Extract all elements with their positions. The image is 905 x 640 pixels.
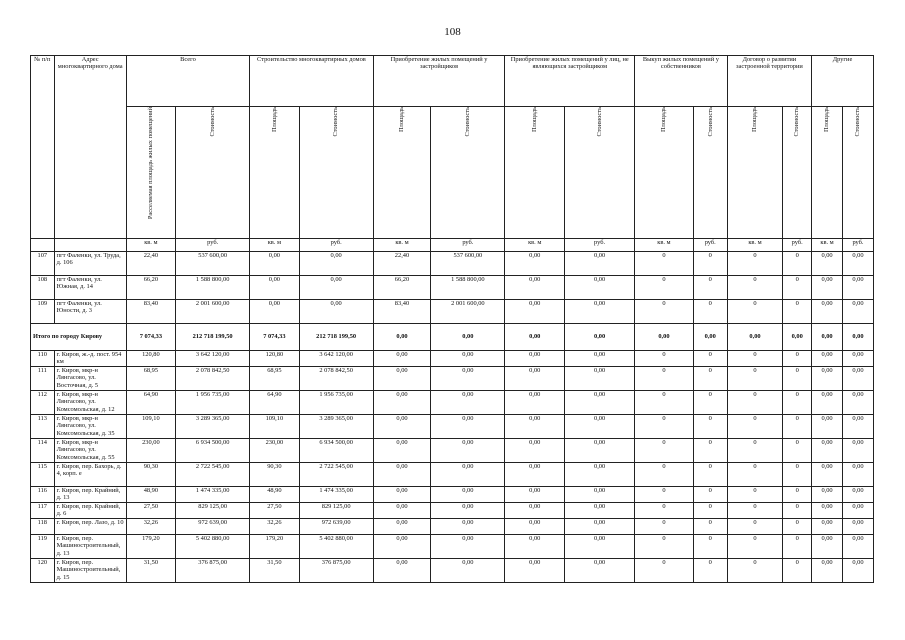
row-value: 972 639,00	[299, 519, 373, 535]
row-value: 3 289 365,00	[176, 415, 250, 439]
header-sub-area: Площадь	[635, 107, 694, 239]
row-number: 118	[31, 519, 55, 535]
row-value: 0,00	[565, 351, 635, 367]
total-value: 0,00	[565, 324, 635, 351]
row-value: 0,00	[373, 391, 431, 415]
header-num: № п/п	[31, 56, 55, 239]
row-value: 66,20	[373, 276, 431, 300]
row-value: 0,00	[505, 300, 565, 324]
row-value: 3 642 120,00	[176, 351, 250, 367]
header-group-developer-purchase: Приобретение жилых помещений у застройщиков	[373, 56, 505, 107]
row-value: 64,90	[126, 391, 175, 415]
row-value: 0	[727, 391, 783, 415]
row-value: 31,50	[126, 559, 175, 583]
table-row	[31, 276, 874, 300]
row-value: 0	[693, 463, 727, 487]
row-value: 0,00	[812, 487, 843, 503]
header-sub-cost: Стоимость	[693, 107, 727, 239]
unit-area: кв. м	[373, 239, 431, 252]
row-value: 0,00	[842, 559, 873, 583]
row-value: 0,00	[505, 276, 565, 300]
row-value: 0	[783, 252, 812, 276]
row-number: 108	[31, 276, 55, 300]
row-value: 376 875,00	[176, 559, 250, 583]
row-value: 0,00	[299, 276, 373, 300]
row-value: 829 125,00	[176, 503, 250, 519]
row-value: 0	[635, 463, 694, 487]
row-value: 0	[727, 519, 783, 535]
row-value: 0,00	[812, 276, 843, 300]
row-value: 0,00	[842, 300, 873, 324]
row-value: 0,00	[842, 503, 873, 519]
table-row	[31, 300, 874, 324]
row-value: 0,00	[842, 463, 873, 487]
row-number: 120	[31, 559, 55, 583]
row-value: 0,00	[505, 559, 565, 583]
row-value: 68,95	[126, 367, 175, 391]
total-value: 212 718 199,50	[299, 324, 373, 351]
row-value: 5 402 880,00	[299, 535, 373, 559]
row-value: 0	[783, 535, 812, 559]
row-value: 0,00	[505, 391, 565, 415]
row-value: 0	[693, 439, 727, 463]
row-value: 1 474 335,00	[299, 487, 373, 503]
row-value: 0,00	[842, 367, 873, 391]
unit-area: кв. м	[250, 239, 299, 252]
row-value: 0,00	[373, 351, 431, 367]
row-value: 0,00	[565, 276, 635, 300]
row-value: 0	[693, 559, 727, 583]
row-address: г. Киров, мкр-н Лянгасово, ул. Восточная, д. 5	[54, 367, 126, 391]
row-value: 0	[727, 487, 783, 503]
table-row	[31, 463, 874, 487]
table-row	[31, 503, 874, 519]
row-value: 0	[635, 300, 694, 324]
header-sub-cost: Стоимость	[176, 107, 250, 239]
table-row	[31, 351, 874, 367]
row-value: 0,00	[505, 487, 565, 503]
row-value: 0,00	[812, 519, 843, 535]
row-value: 0,00	[812, 503, 843, 519]
total-label: Итого по городу Кирову	[31, 324, 127, 351]
row-value: 0	[693, 252, 727, 276]
row-value: 0,00	[431, 391, 505, 415]
row-value: 0	[783, 439, 812, 463]
row-value: 0,00	[565, 367, 635, 391]
header-sub-cost: Стоимость	[565, 107, 635, 239]
row-value: 0	[783, 559, 812, 583]
row-value: 0,00	[373, 503, 431, 519]
row-value: 829 125,00	[299, 503, 373, 519]
table-row	[31, 391, 874, 415]
row-value: 0,00	[505, 535, 565, 559]
row-value: 109,10	[250, 415, 299, 439]
row-value: 0,00	[373, 415, 431, 439]
row-value: 2 078 842,50	[176, 367, 250, 391]
total-value: 0,00	[635, 324, 694, 351]
row-value: 0	[727, 367, 783, 391]
row-value: 22,40	[126, 252, 175, 276]
total-value: 212 718 199,50	[176, 324, 250, 351]
row-value: 5 402 880,00	[176, 535, 250, 559]
row-value: 0,00	[373, 487, 431, 503]
row-value: 0	[783, 300, 812, 324]
row-value: 0	[693, 276, 727, 300]
row-value: 3 642 120,00	[299, 351, 373, 367]
row-value: 0,00	[565, 252, 635, 276]
row-value: 0,00	[373, 559, 431, 583]
unit-cost: руб.	[299, 239, 373, 252]
row-value: 0,00	[842, 391, 873, 415]
row-address: г. Киров, пер. Крайний, д. 6	[54, 503, 126, 519]
row-value: 48,90	[126, 487, 175, 503]
total-value: 0,00	[693, 324, 727, 351]
row-value: 0	[727, 415, 783, 439]
row-value: 0	[727, 351, 783, 367]
row-value: 0	[635, 519, 694, 535]
row-value: 0	[727, 463, 783, 487]
total-value: 0,00	[505, 324, 565, 351]
unit-area: кв. м	[505, 239, 565, 252]
row-value: 0	[727, 276, 783, 300]
total-value: 0,00	[842, 324, 873, 351]
row-value: 0	[693, 503, 727, 519]
row-value: 90,30	[126, 463, 175, 487]
row-number: 114	[31, 439, 55, 463]
header-sub-area: Площадь	[812, 107, 843, 239]
row-number: 111	[31, 367, 55, 391]
row-value: 0,00	[431, 559, 505, 583]
row-address: г. Киров, пер. Машиностроительный, д. 13	[54, 535, 126, 559]
row-value: 0	[693, 300, 727, 324]
row-value: 0	[783, 276, 812, 300]
table-row	[31, 252, 874, 276]
row-value: 1 956 735,00	[176, 391, 250, 415]
row-number: 107	[31, 252, 55, 276]
row-value: 0	[693, 535, 727, 559]
row-value: 0,00	[842, 487, 873, 503]
row-value: 0,00	[565, 487, 635, 503]
row-value: 0,00	[431, 463, 505, 487]
row-value: 68,95	[250, 367, 299, 391]
row-value: 0,00	[565, 503, 635, 519]
row-value: 0,00	[299, 300, 373, 324]
table-body-total	[31, 324, 874, 351]
row-value: 64,90	[250, 391, 299, 415]
row-value: 0,00	[812, 535, 843, 559]
row-value: 0	[635, 439, 694, 463]
row-value: 0	[727, 559, 783, 583]
row-number: 109	[31, 300, 55, 324]
header-row-groups	[31, 56, 874, 107]
row-value: 27,50	[126, 503, 175, 519]
row-value: 0,00	[250, 276, 299, 300]
row-value: 972 639,00	[176, 519, 250, 535]
header-group-territory-development: Договор о развитии застроенной территории	[727, 56, 811, 107]
row-value: 2 722 545,00	[176, 463, 250, 487]
row-value: 230,00	[126, 439, 175, 463]
row-address: пгт Фаленки, ул. Юности, д. 3	[54, 300, 126, 324]
row-value: 0,00	[431, 415, 505, 439]
row-value: 6 934 500,00	[176, 439, 250, 463]
row-value: 22,40	[373, 252, 431, 276]
row-value: 0	[727, 300, 783, 324]
row-value: 90,30	[250, 463, 299, 487]
row-value: 0,00	[812, 559, 843, 583]
row-value: 0,00	[505, 252, 565, 276]
table-row	[31, 559, 874, 583]
row-value: 0	[783, 487, 812, 503]
row-value: 0	[783, 519, 812, 535]
row-value: 0	[727, 503, 783, 519]
row-value: 0,00	[299, 252, 373, 276]
header-row-sub	[31, 107, 874, 239]
row-value: 230,00	[250, 439, 299, 463]
row-value: 0,00	[565, 463, 635, 487]
row-address: г. Киров, мкр-н Лянгасово, ул. Комсомольская, д. 55	[54, 439, 126, 463]
row-value: 0	[635, 276, 694, 300]
row-value: 6 934 500,00	[299, 439, 373, 463]
row-number: 116	[31, 487, 55, 503]
row-value: 2 001 600,00	[176, 300, 250, 324]
row-value: 0,00	[505, 351, 565, 367]
row-value: 537 600,00	[431, 252, 505, 276]
header-group-other: Другие	[812, 56, 874, 107]
row-value: 0,00	[565, 439, 635, 463]
row-value: 0	[635, 487, 694, 503]
unit-cost: руб.	[783, 239, 812, 252]
unit-cost: руб.	[176, 239, 250, 252]
row-value: 109,10	[126, 415, 175, 439]
row-value: 0	[783, 415, 812, 439]
table-row	[31, 535, 874, 559]
row-address: г. Киров, мкр-н Лянгасово, ул. Комсомольская, д. 35	[54, 415, 126, 439]
header-sub-cost: Стоимость	[431, 107, 505, 239]
row-value: 0,00	[431, 503, 505, 519]
row-value: 32,26	[250, 519, 299, 535]
row-number: 113	[31, 415, 55, 439]
header-sub-area: Площадь	[727, 107, 783, 239]
row-value: 2 001 600,00	[431, 300, 505, 324]
row-address: г. Киров, мкр-н Лянгасово, ул. Комсомольская, д. 12	[54, 391, 126, 415]
row-value: 376 875,00	[299, 559, 373, 583]
resettlement-table	[30, 55, 874, 583]
row-number: 110	[31, 351, 55, 367]
row-value: 0,00	[842, 535, 873, 559]
row-value: 1 588 800,00	[431, 276, 505, 300]
row-value: 0,00	[505, 519, 565, 535]
row-value: 0	[635, 503, 694, 519]
row-value: 0,00	[505, 503, 565, 519]
row-value: 0	[693, 367, 727, 391]
row-value: 0,00	[812, 252, 843, 276]
row-value: 0	[635, 351, 694, 367]
row-value: 0	[635, 535, 694, 559]
row-value: 0,00	[250, 300, 299, 324]
row-number: 115	[31, 463, 55, 487]
row-value: 0,00	[842, 276, 873, 300]
row-value: 179,20	[250, 535, 299, 559]
header-sub-area: Площадь	[505, 107, 565, 239]
row-value: 0	[635, 559, 694, 583]
row-address: г. Киров, пер. Крайний, д. 13	[54, 487, 126, 503]
row-value: 27,50	[250, 503, 299, 519]
row-value: 0,00	[842, 252, 873, 276]
row-value: 2 078 842,50	[299, 367, 373, 391]
row-value: 0,00	[565, 391, 635, 415]
row-value: 0,00	[373, 439, 431, 463]
unit-cost: руб.	[431, 239, 505, 252]
header-row-units	[31, 239, 874, 252]
row-value: 0	[693, 487, 727, 503]
row-value: 0,00	[812, 300, 843, 324]
row-value: 1 956 735,00	[299, 391, 373, 415]
row-value: 0	[727, 439, 783, 463]
row-value: 1 588 800,00	[176, 276, 250, 300]
row-value: 0	[635, 252, 694, 276]
row-number: 119	[31, 535, 55, 559]
row-value: 0,00	[505, 463, 565, 487]
row-number: 117	[31, 503, 55, 519]
row-value: 0	[727, 252, 783, 276]
row-value: 0,00	[812, 415, 843, 439]
row-value: 0	[783, 367, 812, 391]
row-value: 0,00	[431, 351, 505, 367]
row-value: 0	[783, 463, 812, 487]
row-value: 0,00	[812, 463, 843, 487]
header-sub-area: Площадь	[250, 107, 299, 239]
row-value: 0,00	[565, 300, 635, 324]
row-value: 32,26	[126, 519, 175, 535]
table-row	[31, 439, 874, 463]
unit-area: кв. м	[635, 239, 694, 252]
table-row	[31, 367, 874, 391]
unit-cost: руб.	[565, 239, 635, 252]
row-value: 31,50	[250, 559, 299, 583]
row-value: 0,00	[842, 351, 873, 367]
row-value: 0	[783, 391, 812, 415]
row-value: 0,00	[842, 519, 873, 535]
total-value: 7 074,33	[126, 324, 175, 351]
row-value: 0,00	[505, 439, 565, 463]
header-group-total: Всего	[126, 56, 250, 107]
header-sub-total-area: Расселяемая площадь жилых помещений	[126, 107, 175, 239]
row-value: 0	[635, 391, 694, 415]
row-value: 0,00	[842, 439, 873, 463]
row-value: 0,00	[505, 415, 565, 439]
row-value: 0,00	[812, 351, 843, 367]
header-sub-cost: Стоимость	[783, 107, 812, 239]
row-value: 3 289 365,00	[299, 415, 373, 439]
row-value: 0,00	[565, 519, 635, 535]
unit-cost: руб.	[842, 239, 873, 252]
table-body-faleki	[31, 252, 874, 324]
total-value: 0,00	[812, 324, 843, 351]
row-address: г. Киров, ж.-д. пост. 954 км	[54, 351, 126, 367]
row-value: 0,00	[373, 463, 431, 487]
row-value: 0,00	[565, 535, 635, 559]
total-value: 7 074,33	[250, 324, 299, 351]
row-value: 0,00	[812, 367, 843, 391]
row-value: 83,40	[373, 300, 431, 324]
table-body-kirov	[31, 351, 874, 583]
row-value: 0,00	[373, 519, 431, 535]
header-group-construction: Строительство многоквартирных домов	[250, 56, 374, 107]
header-address: Адрес многоквартирного дома	[54, 56, 126, 239]
row-address: г. Киров, пер. Машиностроительный, д. 15	[54, 559, 126, 583]
row-value: 0	[635, 367, 694, 391]
row-address: пгт Фаленки, ул. Южная, д. 14	[54, 276, 126, 300]
table-row	[31, 415, 874, 439]
row-value: 0,00	[431, 487, 505, 503]
row-value: 0	[783, 503, 812, 519]
total-value: 0,00	[727, 324, 783, 351]
row-value: 83,40	[126, 300, 175, 324]
row-value: 48,90	[250, 487, 299, 503]
table-row	[31, 487, 874, 503]
row-value: 0,00	[812, 439, 843, 463]
header-group-buyout: Выкуп жилых помещений у собственников	[635, 56, 728, 107]
row-value: 0,00	[431, 519, 505, 535]
total-value: 0,00	[373, 324, 431, 351]
row-value: 0	[693, 391, 727, 415]
unit-area: кв. м	[126, 239, 175, 252]
row-value: 0,00	[373, 367, 431, 391]
header-sub-area: Площадь	[373, 107, 431, 239]
row-address: пгт Фаленки, ул. Труда, д. 106	[54, 252, 126, 276]
row-value: 0	[693, 415, 727, 439]
row-value: 0,00	[842, 415, 873, 439]
row-address: г. Киров, пер. Лазо, д. 10	[54, 519, 126, 535]
table-row	[31, 519, 874, 535]
total-value: 0,00	[783, 324, 812, 351]
page-number: 108	[444, 26, 461, 38]
row-value: 0	[693, 519, 727, 535]
row-value: 0,00	[431, 535, 505, 559]
header-sub-cost: Стоимость	[299, 107, 373, 239]
row-value: 537 600,00	[176, 252, 250, 276]
row-value: 2 722 545,00	[299, 463, 373, 487]
row-value: 1 474 335,00	[176, 487, 250, 503]
row-value: 0,00	[431, 439, 505, 463]
row-value: 0,00	[565, 415, 635, 439]
total-row	[31, 324, 874, 351]
row-value: 0	[693, 351, 727, 367]
row-value: 0,00	[812, 391, 843, 415]
row-value: 0	[727, 535, 783, 559]
header-sub-cost: Стоимость	[842, 107, 873, 239]
row-number: 112	[31, 391, 55, 415]
row-value: 0,00	[431, 367, 505, 391]
row-address: г. Киров, пер. Бахорь, д. 4, корп. е	[54, 463, 126, 487]
row-value: 0	[783, 351, 812, 367]
row-value: 0,00	[565, 559, 635, 583]
row-value: 120,80	[126, 351, 175, 367]
unit-cost: руб.	[693, 239, 727, 252]
unit-area: кв. м	[812, 239, 843, 252]
unit-area: кв. м	[727, 239, 783, 252]
row-value: 0	[635, 415, 694, 439]
row-value: 179,20	[126, 535, 175, 559]
header-group-non-developer-purchase: Приобретение жилых помещений у лиц, не являющихся застройщиком	[505, 56, 635, 107]
row-value: 0,00	[505, 367, 565, 391]
total-value: 0,00	[431, 324, 505, 351]
row-value: 120,80	[250, 351, 299, 367]
row-value: 0,00	[373, 535, 431, 559]
row-value: 66,20	[126, 276, 175, 300]
row-value: 0,00	[250, 252, 299, 276]
